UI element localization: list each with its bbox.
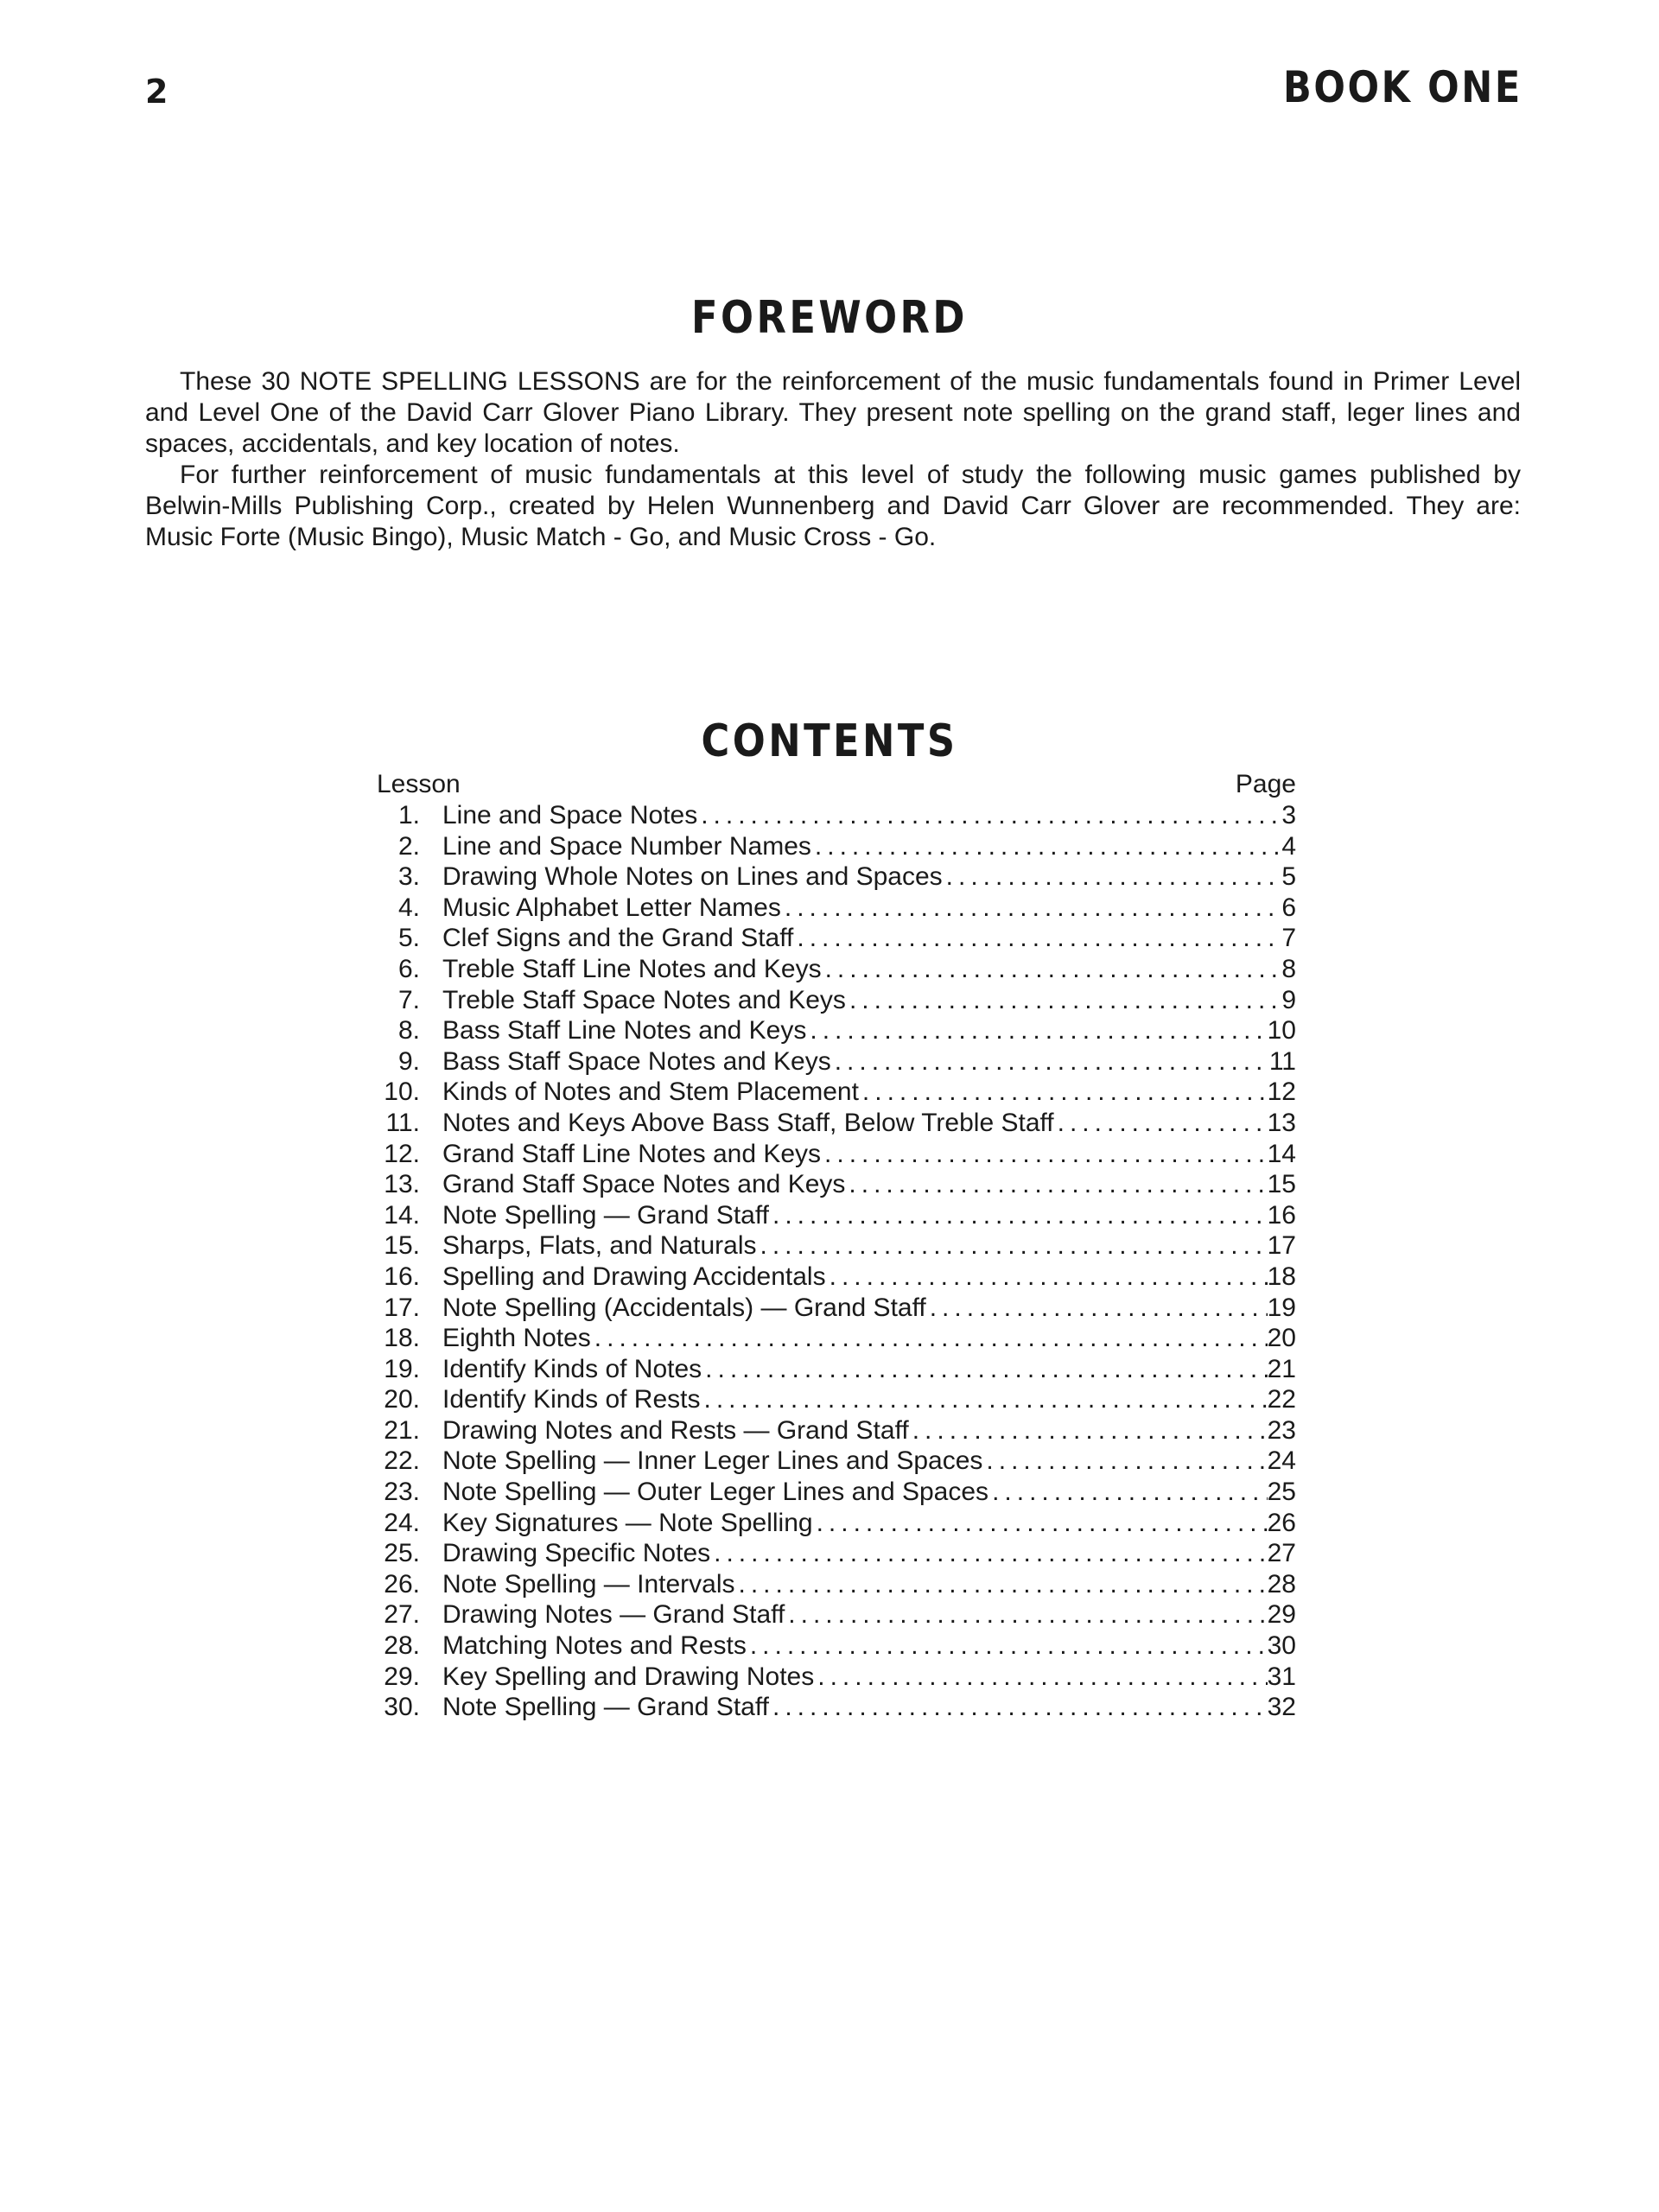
dot-leader (735, 1569, 1268, 1600)
lesson-page-number: 3 (1281, 801, 1296, 830)
toc-row (377, 831, 1296, 862)
lesson-number: 23. (384, 1478, 420, 1507)
lesson-title: Note Spelling — Grand Staff (442, 1693, 769, 1722)
toc-row (377, 1077, 1296, 1108)
lesson-page-number: 13 (1267, 1108, 1296, 1137)
toc-row (377, 1384, 1296, 1415)
lesson-number: 28. (384, 1631, 420, 1661)
toc-row (377, 1230, 1296, 1262)
toc-row (377, 1662, 1296, 1693)
lesson-page-number: 10 (1267, 1016, 1296, 1046)
toc-row (377, 1323, 1296, 1354)
toc-row (377, 1293, 1296, 1324)
lesson-title: Key Signatures — Note Spelling (442, 1508, 813, 1537)
dot-leader (697, 800, 1281, 831)
toc-row (377, 1139, 1296, 1170)
toc-list (377, 800, 1296, 1723)
lesson-number: 24. (384, 1508, 420, 1537)
lesson-number: 7. (397, 985, 420, 1014)
lesson-title: Notes and Keys Above Bass Staff, Below Treble Staff (442, 1108, 1054, 1137)
lesson-number: 13. (384, 1170, 420, 1199)
lesson-number: 8. (397, 1016, 420, 1046)
lesson-number: 6. (397, 954, 420, 983)
lesson-title: Treble Staff Line Notes and Keys (442, 954, 822, 983)
page-number: 2 (145, 73, 168, 111)
lesson-title: Matching Notes and Rests (442, 1631, 747, 1661)
lesson-number: 21. (384, 1415, 420, 1445)
page-column-label: Page (1235, 770, 1296, 798)
lesson-title: Clef Signs and the Grand Staff (442, 924, 794, 953)
lesson-number: 4. (397, 893, 420, 922)
toc-row (377, 1169, 1296, 1200)
lesson-page-number: 17 (1267, 1231, 1296, 1261)
lesson-number: 20. (384, 1385, 420, 1414)
dot-leader (747, 1630, 1268, 1662)
lesson-title: Note Spelling — Intervals (442, 1569, 735, 1599)
dot-leader (859, 1077, 1268, 1108)
contents-column-headers (377, 769, 1296, 800)
lesson-page-number: 19 (1267, 1293, 1296, 1322)
toc-row (377, 861, 1296, 893)
lesson-number: 19. (384, 1354, 420, 1383)
lesson-column-label: Lesson (377, 770, 461, 798)
lesson-title: Music Alphabet Letter Names (442, 893, 781, 922)
lesson-page-number: 11 (1268, 1046, 1296, 1076)
dot-leader (813, 1508, 1268, 1539)
lesson-page-number: 4 (1281, 831, 1296, 861)
toc-row (377, 954, 1296, 985)
lesson-page-number: 24 (1267, 1446, 1296, 1476)
lesson-title: Sharps, Flats, and Naturals (442, 1231, 757, 1261)
toc-row (377, 893, 1296, 924)
table-of-contents (377, 769, 1296, 1723)
lesson-number: 1. (397, 801, 420, 830)
lesson-page-number: 6 (1281, 893, 1296, 922)
lesson-page-number: 30 (1267, 1631, 1296, 1661)
lesson-number: 25. (384, 1539, 420, 1568)
contents-heading: CONTENTS (701, 715, 958, 767)
lesson-title: Note Spelling — Inner Leger Lines and Spaces (442, 1446, 983, 1476)
lesson-number: 12. (384, 1139, 420, 1168)
lesson-title: Eighth Notes (442, 1324, 591, 1353)
dot-leader (793, 923, 1281, 954)
toc-row (377, 1599, 1296, 1630)
dot-leader (785, 1599, 1267, 1630)
lesson-title: Kinds of Notes and Stem Placement (442, 1077, 859, 1107)
lesson-page-number: 28 (1267, 1569, 1296, 1599)
lesson-page-number: 16 (1267, 1200, 1296, 1230)
lesson-number: 30. (384, 1693, 420, 1722)
toc-row (377, 1108, 1296, 1139)
dot-leader (926, 1293, 1268, 1324)
foreword-body (145, 366, 1521, 553)
dot-leader (700, 1384, 1267, 1415)
lesson-page-number: 25 (1267, 1478, 1296, 1507)
lesson-page-number: 29 (1267, 1600, 1296, 1630)
lesson-page-number: 20 (1267, 1324, 1296, 1353)
dot-leader (769, 1200, 1268, 1231)
toc-row (377, 1508, 1296, 1539)
lesson-number: 29. (384, 1662, 420, 1691)
lesson-number: 10. (384, 1077, 420, 1107)
toc-row (377, 1354, 1296, 1385)
foreword-paragraph: These 30 NOTE SPELLING LESSONS are for the reinforcement of the music fundamentals found in Primer Level and Level One of the David Carr Glover Piano Library. They present note spelling on the grand staff, leger lines and spaces, accidentals, and key location of notes. (145, 367, 1521, 458)
lesson-title: Identify Kinds of Rests (442, 1385, 701, 1414)
lesson-number: 3. (397, 862, 420, 892)
dot-leader (822, 954, 1282, 985)
lesson-page-number: 32 (1267, 1693, 1296, 1722)
dot-leader (757, 1230, 1268, 1262)
toc-row (377, 1630, 1296, 1662)
lesson-number: 22. (384, 1446, 420, 1476)
lesson-page-number: 31 (1267, 1662, 1296, 1691)
toc-row (377, 1477, 1296, 1508)
lesson-number: 14. (384, 1200, 420, 1230)
toc-row (377, 1015, 1296, 1046)
lesson-title: Grand Staff Space Notes and Keys (442, 1170, 846, 1199)
dot-leader (909, 1415, 1268, 1446)
toc-row (377, 800, 1296, 831)
lesson-title: Grand Staff Line Notes and Keys (442, 1139, 822, 1168)
lesson-title: Spelling and Drawing Accidentals (442, 1262, 826, 1291)
dot-leader (769, 1692, 1268, 1723)
dot-leader (1054, 1108, 1268, 1139)
lesson-number: 2. (397, 831, 420, 861)
dot-leader (702, 1354, 1267, 1385)
lesson-title: Line and Space Notes (442, 801, 698, 830)
dot-leader (831, 1046, 1269, 1077)
lesson-title: Line and Space Number Names (442, 831, 811, 861)
dot-leader (781, 893, 1281, 924)
lesson-page-number: 8 (1281, 954, 1296, 983)
lesson-number: 26. (384, 1569, 420, 1599)
lesson-title: Drawing Notes — Grand Staff (442, 1600, 785, 1630)
lesson-page-number: 22 (1267, 1385, 1296, 1414)
lesson-title: Key Spelling and Drawing Notes (442, 1662, 815, 1691)
toc-row (377, 923, 1296, 954)
lesson-number: 15. (384, 1231, 420, 1261)
dot-leader (710, 1538, 1268, 1569)
lesson-page-number: 21 (1267, 1354, 1296, 1383)
lesson-page-number: 7 (1281, 924, 1296, 953)
toc-row (377, 1200, 1296, 1231)
book-title: BOOK ONE (1283, 62, 1522, 112)
dot-leader (821, 1139, 1268, 1170)
lesson-page-number: 27 (1267, 1539, 1296, 1568)
lesson-number: 27. (384, 1600, 420, 1630)
lesson-number: 17. (384, 1293, 420, 1322)
lesson-number: 11. (385, 1108, 420, 1137)
lesson-page-number: 12 (1267, 1077, 1296, 1107)
foreword-paragraph: For further reinforcement of music fundamentals at this level of study the following music games published by Belwin-Mills Publishing Corp., created by Helen Wunnenberg and David Carr Glover are recommended. They are: Music Forte (Music Bingo), Music Match - Go, and Music Cross - Go. (145, 461, 1521, 551)
lesson-title: Drawing Notes and Rests — Grand Staff (442, 1415, 909, 1445)
lesson-page-number: 18 (1267, 1262, 1296, 1291)
lesson-title: Bass Staff Space Notes and Keys (442, 1046, 831, 1076)
dot-leader (806, 1015, 1267, 1046)
foreword-heading: FOREWORD (691, 292, 968, 344)
lesson-title: Drawing Specific Notes (442, 1539, 711, 1568)
dot-leader (811, 831, 1281, 862)
lesson-title: Treble Staff Space Notes and Keys (442, 985, 846, 1014)
lesson-title: Bass Staff Line Notes and Keys (442, 1016, 807, 1046)
lesson-number: 9. (397, 1046, 420, 1076)
lesson-title: Note Spelling (Accidentals) — Grand Staff (442, 1293, 926, 1322)
dot-leader (591, 1323, 1268, 1354)
toc-row (377, 1415, 1296, 1446)
toc-row (377, 1262, 1296, 1293)
lesson-title: Drawing Whole Notes on Lines and Spaces (442, 862, 943, 892)
lesson-page-number: 5 (1281, 862, 1296, 892)
toc-row (377, 1692, 1296, 1723)
lesson-page-number: 15 (1267, 1170, 1296, 1199)
lesson-title: Note Spelling — Grand Staff (442, 1200, 769, 1230)
toc-row (377, 1569, 1296, 1600)
lesson-title: Identify Kinds of Notes (442, 1354, 702, 1383)
dot-leader (814, 1662, 1267, 1693)
lesson-page-number: 9 (1281, 985, 1296, 1014)
toc-row (377, 1446, 1296, 1477)
lesson-page-number: 14 (1267, 1139, 1296, 1168)
toc-row (377, 1538, 1296, 1569)
lesson-title: Note Spelling — Outer Leger Lines and Spaces (442, 1478, 989, 1507)
toc-row (377, 985, 1296, 1016)
dot-leader (845, 1169, 1267, 1200)
toc-row (377, 1046, 1296, 1077)
lesson-page-number: 26 (1267, 1508, 1296, 1537)
dot-leader (988, 1477, 1268, 1508)
dot-leader (982, 1446, 1267, 1477)
lesson-number: 5. (397, 924, 420, 953)
dot-leader (846, 985, 1281, 1016)
dot-leader (826, 1262, 1268, 1293)
lesson-page-number: 23 (1267, 1415, 1296, 1445)
lesson-number: 18. (384, 1324, 420, 1353)
dot-leader (943, 861, 1282, 893)
lesson-number: 16. (384, 1262, 420, 1291)
